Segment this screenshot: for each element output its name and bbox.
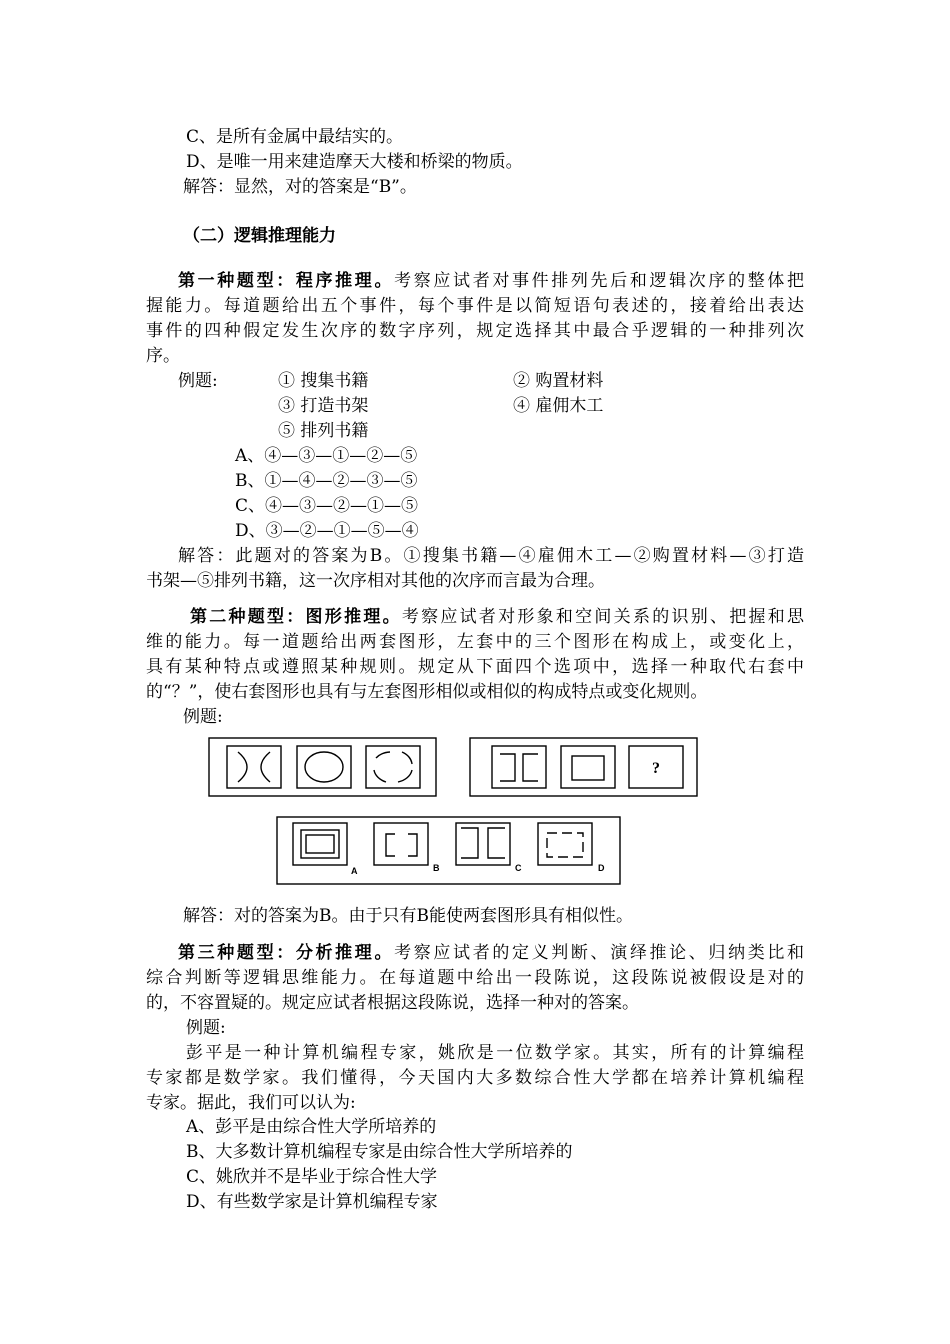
facing-arcs-shape — [238, 752, 270, 782]
choice-b-figure — [374, 823, 428, 865]
choice-d-dashed-rect — [547, 833, 583, 857]
section-title: （二）逻辑推理能力 — [183, 226, 336, 246]
choice-label-c: C — [515, 863, 522, 873]
type1-label: 第一种题型：程序推理。 — [178, 271, 395, 291]
event-4: ④ 雇佣木工 — [513, 396, 604, 416]
right-figure-1 — [492, 746, 546, 788]
type3-text: 考察应试者的定义判断、演绎推论、归纳类比和 — [394, 943, 805, 963]
left-set-frame — [209, 738, 436, 796]
event-1: ① 搜集书籍 — [278, 371, 369, 391]
choice-c-brackets — [461, 828, 505, 858]
type2-answer: 解答：对的答案为B。由于只有B能使两套图形具有相似性。 — [183, 906, 633, 926]
question-figure — [629, 746, 683, 788]
right-set-frame — [470, 738, 697, 796]
passage-line: 专家都是数学家。我们懂得，今天国内大多数综合性大学都在培养计算机编程 — [146, 1068, 804, 1088]
analysis-option-d: D、有些数学家是计算机编程专家 — [186, 1192, 438, 1212]
type1-text: 考察应试者对事件排列先后和逻辑次序的整体把 — [394, 271, 805, 291]
option-d: D、是唯一用来建造摩天大楼和桥梁的物质。 — [186, 152, 523, 172]
type1-first-line — [178, 270, 804, 292]
left-figure-2 — [297, 746, 351, 788]
passage-line: 彭平是一种计算机编程专家，姚欣是一位数学家。其实，所有的计算编程 — [186, 1043, 804, 1063]
type2-example-label: 例题: — [183, 707, 223, 727]
question-mark: ? — [652, 760, 660, 777]
type3-line: 综合判断等逻辑思维能力。在每道题中给出一段陈说，这段陈说被假设是对的 — [146, 968, 804, 988]
analysis-option-a: A、彭平是由综合性大学所培养的 — [186, 1117, 437, 1137]
sequence-option-c: C、④—③—②—①—⑤ — [235, 496, 419, 516]
sequence-option-a: A、④—③—①—②—⑤ — [235, 446, 418, 466]
right-figure-2 — [561, 746, 615, 788]
sequence-option-b: B、①—④—②—③—⑤ — [235, 471, 418, 491]
choice-label-d: D — [598, 863, 605, 873]
facing-brackets-shape — [500, 754, 538, 781]
left-figure-1 — [227, 746, 281, 788]
closed-ellipse-shape — [305, 752, 343, 782]
event-2: ② 购置材料 — [513, 371, 604, 391]
type2-line: 维的能力。每一道题给出两套图形，左套中的三个图形在构成上，或变化上， — [146, 632, 804, 652]
type1-answer: 解答：此题对的答案为B。①搜集书籍—④雇佣木工—②购置材料—③打造 — [178, 546, 804, 566]
type2-label: 第二种题型：图形推理。 — [190, 607, 402, 627]
choice-a-figure — [293, 823, 347, 865]
type2-line: 的“？”，使右套图形也具有与左套图形相似或相似的构成特点或变化规则。 — [146, 682, 708, 702]
answer-text: 解答：显然，对的答案是“B”。 — [183, 177, 417, 197]
choice-c-figure — [456, 823, 510, 865]
type3-first-line — [178, 942, 804, 964]
type1-answer: 书架—⑤排列书籍，这一次序相对其他的次序而言最为合理。 — [146, 571, 605, 591]
choice-label-b: B — [433, 863, 440, 873]
type3-example-label: 例题: — [186, 1018, 226, 1038]
type2-first-line — [190, 606, 804, 628]
event-3: ③ 打造书架 — [278, 396, 369, 416]
analysis-option-b: B、大多数计算机编程专家是由综合性大学所培养的 — [186, 1142, 573, 1162]
passage-line: 专家。据此，我们可以认为: — [146, 1093, 356, 1113]
type3-line: 的，不容置疑的。规定应试者根据这段陈说，选择一种对的答案。 — [146, 993, 639, 1013]
choices-frame — [277, 817, 620, 884]
choice-label-a: A — [351, 866, 358, 876]
sequence-option-d: D、③—②—①—⑤—④ — [235, 521, 419, 541]
event-5: ⑤ 排列书籍 — [278, 421, 369, 441]
type1-example-label: 例题: — [178, 371, 218, 391]
type1-line: 事件的四种假定发生次序的数字序列，规定选择其中最合乎逻辑的一种排列次 — [146, 321, 804, 341]
type3-label: 第三种题型：分析推理。 — [178, 943, 395, 963]
choice-a-outer-rect — [301, 830, 339, 858]
analysis-option-c: C、姚欣并不是毕业于综合性大学 — [186, 1167, 438, 1187]
choice-d-figure — [538, 823, 592, 865]
type2-line: 具有某种特点或遵照某种规则。规定从下面四个选项中，选择一种取代右套中 — [146, 657, 804, 677]
broken-ellipse-shape — [374, 752, 412, 782]
type1-line: 握能力。每道题给出五个事件，每个事件是以简短语句表述的，接着给出表达 — [146, 296, 804, 316]
option-c: C、是所有金属中最结实的。 — [186, 127, 404, 147]
choice-a-inner-rect — [306, 835, 334, 853]
type2-text: 考察应试者对形象和空间关系的识别、把握和思 — [401, 607, 805, 627]
closed-rect-shape — [572, 756, 604, 780]
choice-b-broken-rect — [386, 834, 417, 856]
left-figure-3 — [366, 746, 420, 788]
type1-line: 序。 — [146, 346, 180, 366]
